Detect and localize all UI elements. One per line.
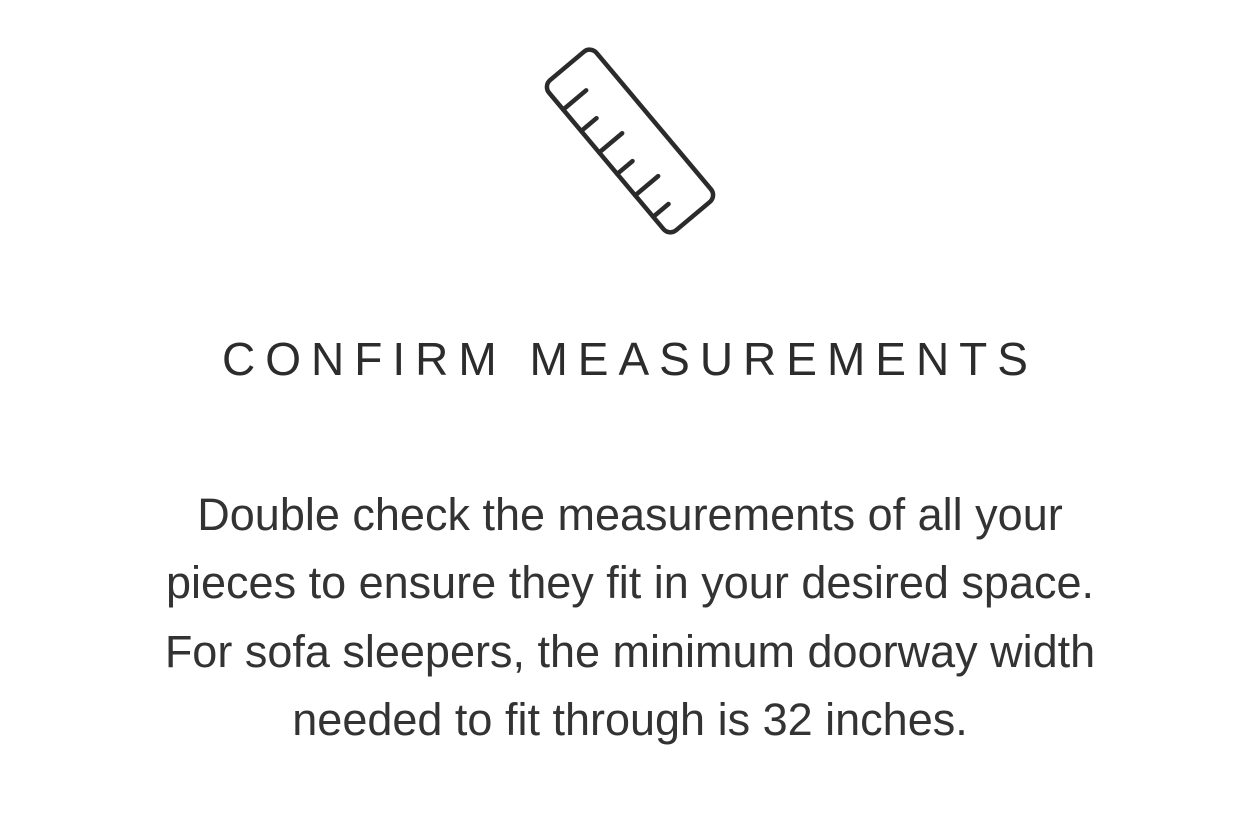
body-text: Double check the measurements of all your pieces to ensure they fit in your desired space. For sofa sleepers, the minimum doorway width needed to fit through is 32 inches. [164,488,1096,745]
ruler-icon [500,26,760,256]
page-title: CONFIRM MEASUREMENTS [222,333,1038,385]
